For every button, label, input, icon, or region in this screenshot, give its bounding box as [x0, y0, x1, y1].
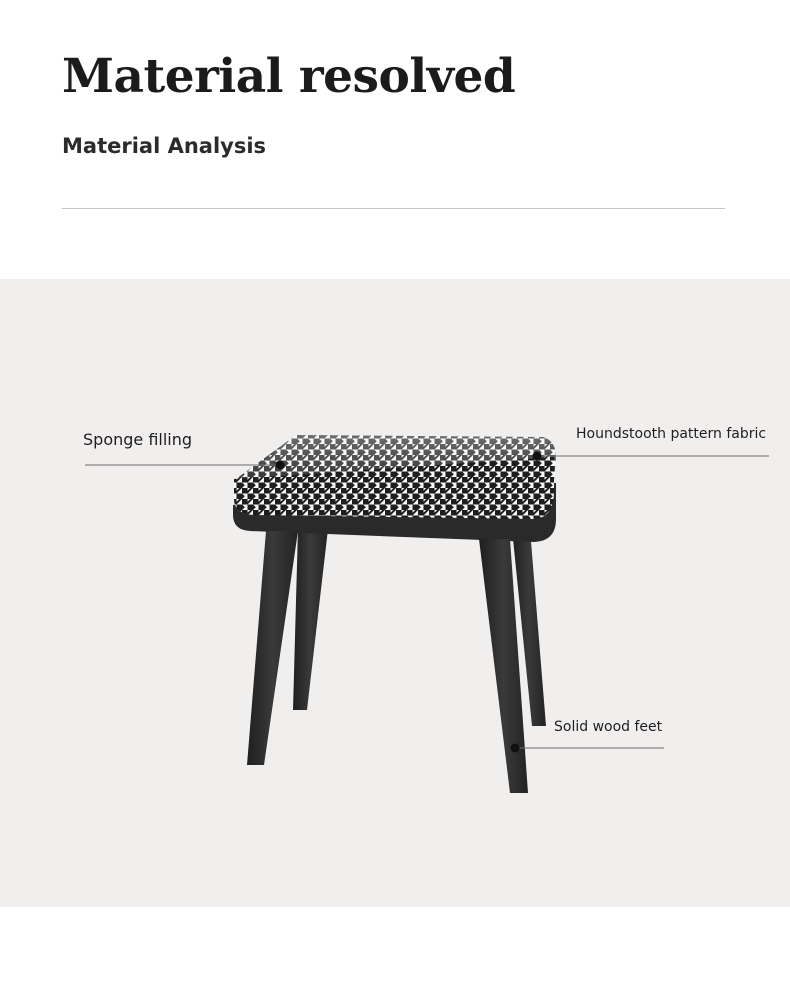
stool-illustration: [0, 279, 790, 907]
page-title: Material resolved: [62, 49, 516, 104]
fabric-marker: [533, 452, 542, 461]
page-subtitle: Material Analysis: [62, 134, 267, 158]
feet-marker: [511, 744, 520, 753]
header-divider: [62, 208, 725, 209]
fabric-label: Houndstooth pattern fabric: [576, 426, 767, 442]
front-left-leg: [247, 531, 298, 765]
material-panel: [0, 279, 790, 907]
back-left-leg: [293, 529, 328, 710]
wood-feet-label: Solid wood feet: [554, 719, 663, 735]
sponge-marker: [276, 461, 285, 470]
sponge-filling-label: Sponge filling: [83, 430, 193, 449]
